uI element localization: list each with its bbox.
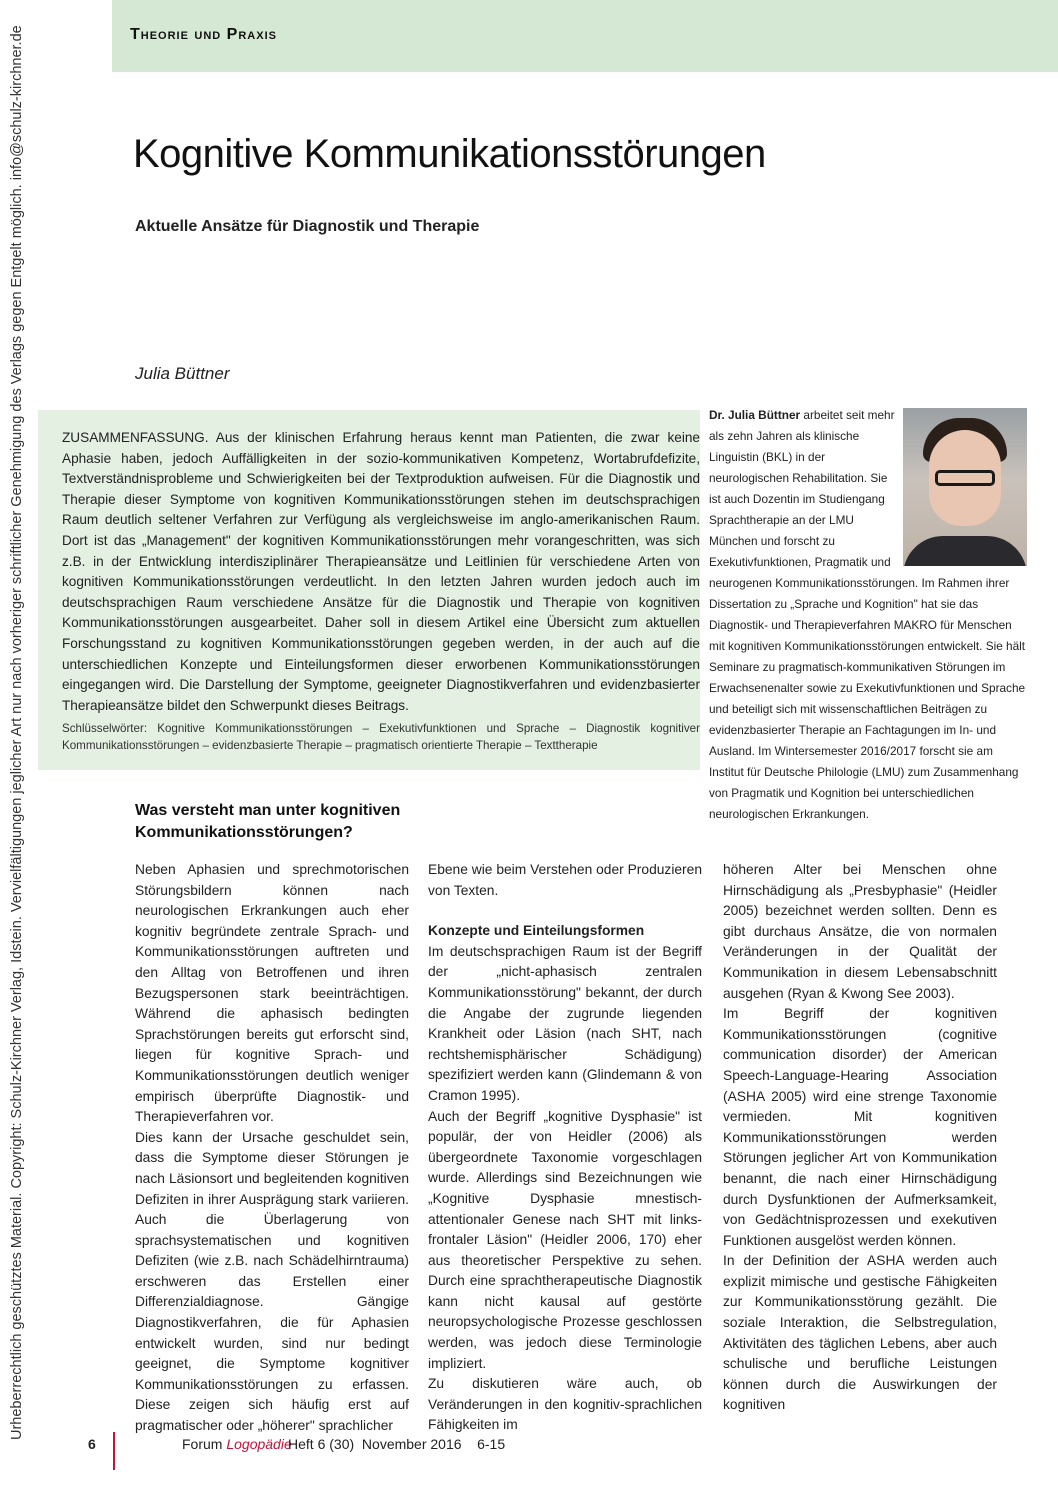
page-number: 6 (88, 1436, 96, 1452)
col2-paragraph-2: Im deutschsprachigen Raum ist der Begriff der „nicht-aphasisch zentralen Kommunikationsstörung" bekannt, der durch die Angabe der zugrunde liegenden Krankheit oder Läsion (nach SHT, nach rechtshemisphärischer Schädigung) spezifiziert werden kann (Glindemann & von Cramon 1995). (428, 943, 702, 1103)
footer-divider (113, 1432, 115, 1470)
col3-paragraph-1: höheren Alter bei Menschen ohne Hirnschädigung als „Presbyphasie" (Heidler 2005) bezeichnet werden sollten. Denn es gibt durchaus Ansätze, die von normalen Veränderungen in der Qualität der Kommunikation in diesem Lebensabschnitt ausgehen (Ryan & Kwong See 2003). (723, 862, 997, 1001)
col2-subheading: Konzepte und Einteilungsformen (428, 923, 645, 939)
abstract-keywords: Schlüsselwörter: Kognitive Kommunikationsstörungen – Exekutivfunktionen und Sprache – Diagnostik kognitiver Kommunikationsstörungen – evidenzbasierte Therapie – pragmatisch orientierte Therapie – Texttherapie (62, 722, 700, 753)
col2-paragraph-1: Ebene wie beim Verstehen oder Produzieren von Texten. (428, 862, 702, 898)
col3-paragraph-3: In der Definition der ASHA werden auch explizit mimische und gestische Fähigkeiten zur Kommunikationsstörung gezählt. Die soziale Interaktion, die Selbstregulation, Aktivitäten des täglichen Lebens, aber auch schulische und berufliche Leistungen können durch die Auswirkungen der kognitiven (723, 1253, 997, 1413)
copyright-side-note: Urheberrechtlich geschütztes Material. Copyright: Schulz-Kirchner Verlag, Idstein. Vervielfältigungen jeglicher Art nur nach vorheriger schriftlicher Genehmigung des Verlags gegen Entgelt möglich. info@schulz-kirchner.de (9, 25, 25, 1440)
col2-paragraph-3: Auch der Begriff „kognitive Dysphasie" ist populär, der von Heidler (2006) als übergeordnete Taxonomie vorgeschlagen wurde. Allerdings sind Bezeichnungen wie „Kognitive Dysphasie mnestisch-attentionaler Genese nach SHT mit links-frontaler Läsion" (Heidler 2006, 170) eher aus theoretischer Perspektive zu sehen. Durch eine sprachtherapeutische Diagnostik kann nicht kausal auf gestörte neuropsychologische Prozesse geschlossen werden, was jedoch diese Terminologie impliziert. (428, 1108, 702, 1371)
brand-logo: Logopädie (226, 1436, 292, 1452)
brand-forum: Forum (182, 1436, 223, 1452)
section-header-band (112, 0, 1058, 72)
journal-brand (182, 1436, 292, 1452)
text-column-2 (428, 860, 702, 1436)
col1-paragraph-1: Neben Aphasien und sprechmotorischen Störungsbildern können nach neurologischen Erkrankungen auch eher kognitiv begründete zentrale Sprach- und Kommunikationsstörungen auftreten und den Alltag von Betroffenen und ihren Bezugspersonen stark beeinträchtigen. Während die aphasisch bedingten Sprachstörungen bereits gut erforscht sind, liegen für kognitive Sprach- und Kommunikationsstörungen deutlich weniger empirisch überprüfte Diagnostik- und Therapieverfahren vor. (135, 862, 409, 1125)
section-heading: Was versteht man unter kognitiven Kommunikationsstörungen? (135, 802, 401, 841)
text-column-3 (723, 860, 997, 1416)
section-label: Theorie und Praxis (130, 26, 277, 43)
article-author: Julia Büttner (135, 364, 230, 383)
abstract-text: ZUSAMMENFASSUNG. Aus der klinischen Erfahrung heraus kennt man Patienten, die zwar keine Aphasie haben, jedoch Auffälligkeiten in der sozio-kommunikativen Kompetenz, Wortabrufdefizite, Textverständnisprobleme und Schwierigkeiten bei der Textproduktion aufweisen. Für die Diagnostik und Therapie dieser Symptome von kognitiven Kommunikationsstörungen stehen im deutschsprachigen Raum deutlich seltener Verfahren zur Verfügung als vergleichsweise im anglo-amerikanischen Raum. Dort ist das „Management" der kognitiven Kommunikationsstörungen mehr vorangeschritten, was sich z.B. in der Entwicklung interdisziplinärer Therapieansätze und Leitlinien für verschiedene Arten von kognitiven Kommunikationsstörungen verdeutlicht. In den letzten Jahren wurden jedoch auch im deutschsprachigen Raum verschiedene Ansätze für die Diagnostik und Therapie von kognitiven Kommunikationsstörungen ausgearbeitet. Daher soll in diesem Artikel eine Übersicht zum aktuellen Forschungsstand zu kognitiven Kommunikationsstörungen gegeben werden, in der auch auf die unterschiedlichen Konzepte und Einteilungsformen dieser erworbenen Kommunikationsstörungen eingegangen wird. Die Darstellung der Symptome, geeigneter Diagnostikverfahren und evidenzbasierter Therapieansätze bildet den Schwerpunkt dieses Beitrags. (62, 430, 700, 713)
col3-paragraph-2: Im Begriff der kognitiven Kommunikationsstörungen (cognitive communication disorder) der American Speech-Language-Hearing Association (ASHA 2005) wird eine strenge Taxonomie vermieden. Mit kognitiven Kommunikationsstörungen werden Störungen jeglicher Art von Kommunikation benannt, die nach einer Hirnschädigung durch Dysfunktionen der Aufmerksamkeit, von Gedächtnisprozessen und exekutiven Funktionen ausgelöst werden können. (723, 1006, 997, 1248)
col1-paragraph-2: Dies kann der Ursache geschuldet sein, dass die Symptome dieser Störungen je nach Läsionsort und begleitenden kognitiven Defiziten in ihrer Ausprägung stark variieren. Auch die Überlagerung von sprachsystematischen und kognitiven Defiziten (wie z.B. nach Schädelhirntrauma) erschweren das Erstellen einer Differenzialdiagnose. Gängige Diagnostikverfahren, die für Aphasien entwickelt wurden, sind nur bedingt geeignet, die Symptome kognitiver Kommunikationsstörungen zu erfassen. Diese zeigen sich häufig erst auf pragmatischer oder „höherer" sprachlicher (135, 1129, 409, 1434)
article-subtitle: Aktuelle Ansätze für Diagnostik und Therapie (135, 218, 480, 235)
author-bio (709, 405, 1027, 825)
article-title: Kognitive Kommunikationsstörungen (133, 132, 766, 176)
bio-text: arbeitet seit mehr als zehn Jahren als klinische Linguistin (BKL) in der neurologischen Rehabilitation. Sie ist auch Dozentin im Studiengang Sprachtherapie an der LMU München und forscht zu Exekutivfunktionen, Pragmatik und neurogenen Kommunikationsstörungen. Im Rahmen ihrer Dissertation zu „Sprache und Kognition" hat sie das Diagnostik- und Therapieverfahren MAKRO für Menschen mit kognitiven Kommunikationsstörungen entwickelt. Sie hält Seminare zu pragmatisch-kommunikativen Störungen im Erwachsenenalter sowie zu Exekutivfunktionen und Sprache und beteiligt sich mit wissenschaftlichen Beiträgen zu evidenzbasierter Therapie an Fachtagungen im In- und Ausland. Im Wintersemester 2016/2017 forscht sie am Institut für Deutsche Philologie (LMU) zum Zusammenhang von Pragmatik und Kognition bei unterschiedlichen neurologischen Erkrankungen. (709, 408, 1026, 821)
author-photo (903, 408, 1027, 566)
abstract-box (38, 410, 700, 770)
col2-paragraph-4: Zu diskutieren wäre auch, ob Veränderungen in den kognitiv-sprachlichen Fähigkeiten im (428, 1376, 702, 1433)
text-column-1 (135, 860, 409, 1437)
bio-name: Dr. Julia Büttner (709, 408, 801, 422)
issue-info: Heft 6 (30) November 2016 6-15 (288, 1436, 506, 1452)
